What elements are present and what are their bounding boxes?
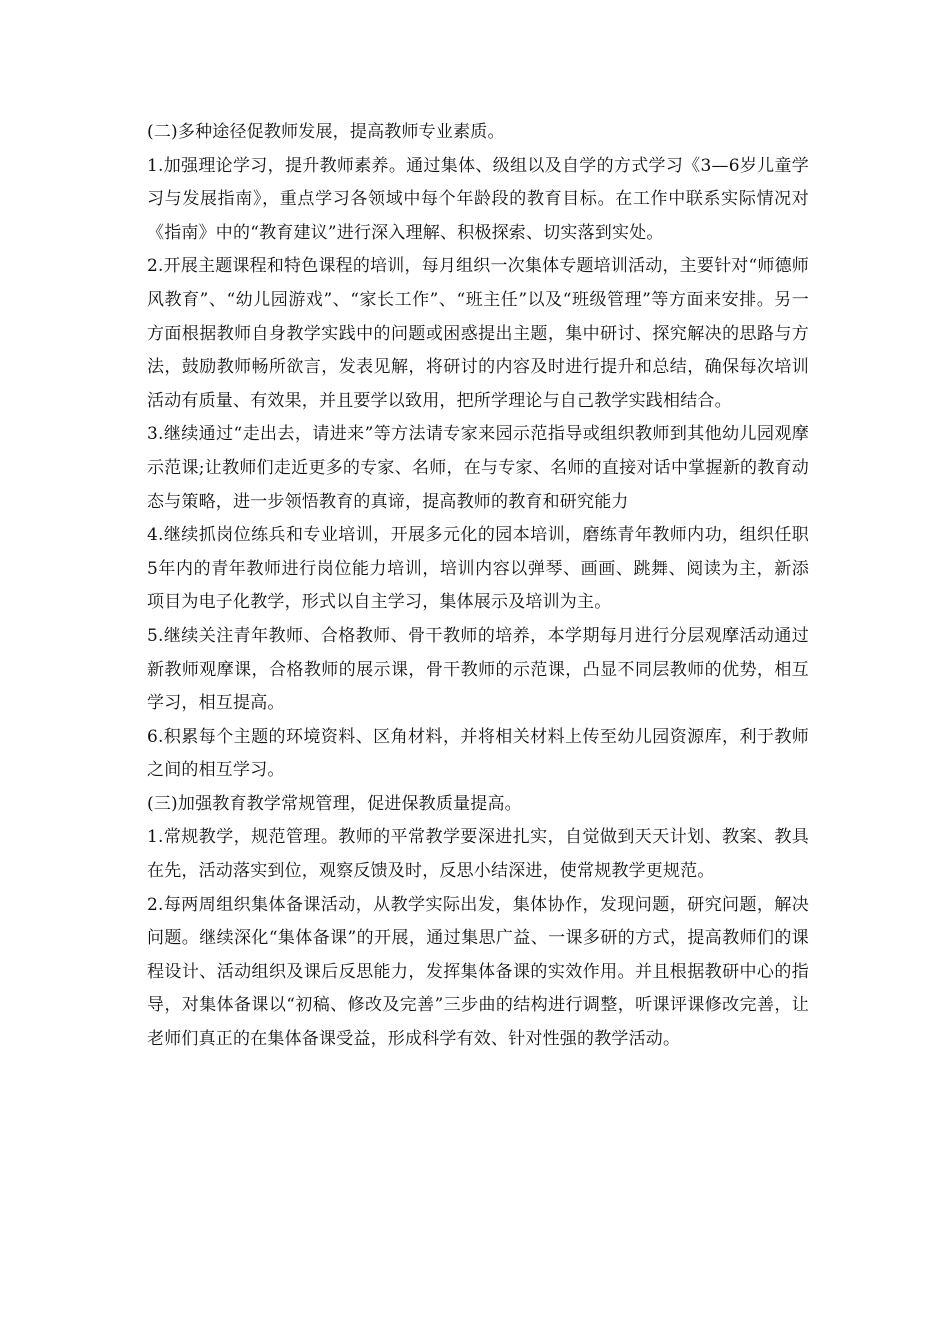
paragraph-item-4: 4.继续抓岗位练兵和专业培训，开展多元化的园本培训，磨练青年教师内功，组织任职5年内的青年教师进行岗位能力培训，培训内容以弹琴、画画、跳舞、阅读为主，新添项目为电子化教学，形式以自主学习，集体展示及培训为主。 [147,525,809,613]
paragraph-item-6: 6.积累每个主题的环境资料、区角材料，并将相关材料上传至幼儿园资源库，利于教师之间的相互学习。 [147,726,809,781]
paragraph-item-5: 5.继续关注青年教师、合格教师、骨干教师的培养，本学期每月进行分层观摩活动通过新教师观摩课，合格教师的展示课，骨干教师的示范课，凸显不同层教师的优势，相互学习，相互提高。 [147,625,809,714]
section-heading-three: (三)加强教育教学常规管理，促进保教质量提高。 [147,793,522,814]
paragraph-item-3: 3.继续通过“走出去，请进来”等方法请专家来园示范指导或组织教师到其他幼儿园观摩示范课;让教师们走近更多的专家、名师，在与专家、名师的直接对话中掌握新的教育动态与策略，进一步领悟教育的真谛，提高教师的教育和研究能力 [147,424,809,512]
document-body [147,116,809,1057]
paragraph-item-1b: 1.常规教学，规范管理。教师的平常教学要深进扎实，自觉做到天天计划、教案、教具在先，活动落实到位，观察反馈及时，反思小结深进，使常规教学更规范。 [147,827,809,882]
paragraph-item-1: 1.加强理论学习，提升教师素养。通过集体、级组以及自学的方式学习《3—6岁儿童学习与发展指南》，重点学习各领域中每个年龄段的教育目标。在工作中联系实际情况对《指南》中的“教育建议”进行深入理解、积极探索、切实落到实处。 [147,155,809,243]
paragraph-item-2: 2.开展主题课程和特色课程的培训，每月组织一次集体专题培训活动，主要针对“师德师风教育”、“幼儿园游戏”、“家长工作”、“班主任”以及“班级管理”等方面来安排。另一方面根据教师自身教学实践中的问题或困惑提出主题，集中研讨、探究解决的思路与方法，鼓励教师畅所欲言，发表见解，将研讨的内容及时进行提升和总结，确保每次培训活动有质量、有效果，并且要学以致用，把所学理论与自己教学实践相结合。 [147,256,809,411]
section-heading-two: (二)多种途径促教师发展，提高教师专业素质。 [147,122,505,142]
paragraph-item-2b: 2.每两周组织集体备课活动，从教学实际出发，集体协作，发现问题，研究问题，解决问题。继续深化“集体备课”的开展，通过集思广益、一课多研的方式，提高教师们的课程设计、活动组织及课后反思能力，发挥集体备课的实效作用。并且根据教研中心的指导，对集体备课以“初稿、修改及完善”三步曲的结构进行调整，听课评课修改完善，让老师们真正的在集体备课受益，形成科学有效、针对性强的教学活动。 [147,894,809,1050]
